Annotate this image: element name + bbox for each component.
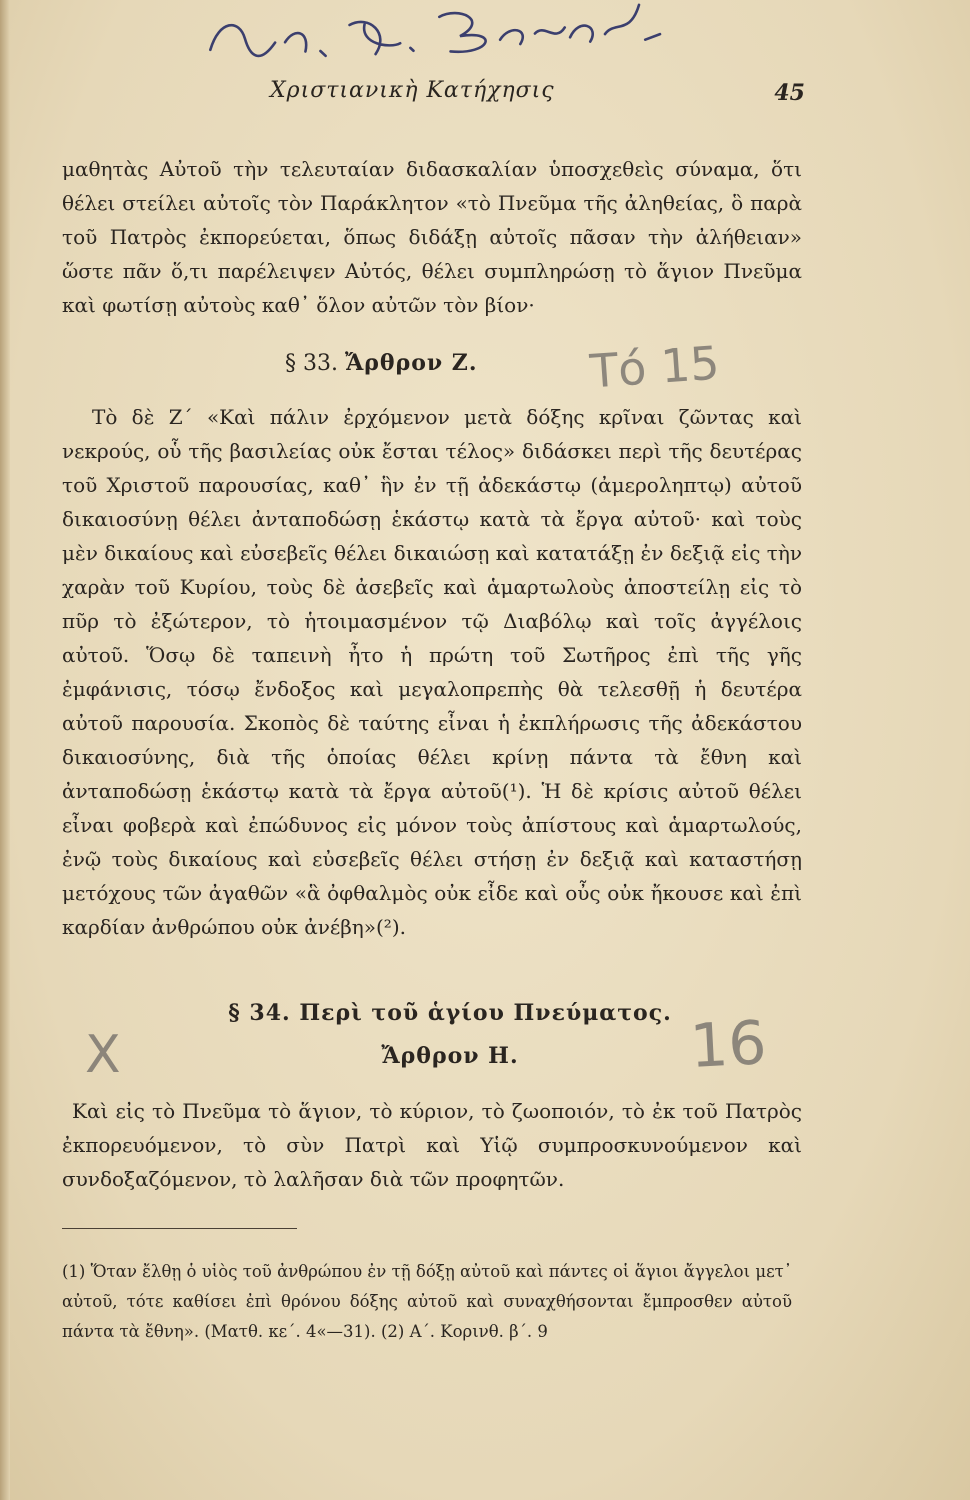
paragraph-article-8: Καὶ εἰς τὸ Πνεῦμα τὸ ἅγιον, τὸ κύριον, τὸ ζωοποιόν, τὸ ἐκ τοῦ Πατρὸς ἐκπορευόμενον, τὸ σὺν Πατρὶ καὶ Υἱῷ συμπροσκυνούμενον καὶ συνδοξαζόμενον, τὸ λαλῆσαν διὰ τῶν προφητῶν. bbox=[62, 1099, 802, 1191]
footnote-divider bbox=[62, 1228, 297, 1229]
running-head: Χριστιανικὴ Κατήχησις bbox=[270, 78, 555, 103]
page-number: 45 bbox=[774, 80, 805, 106]
pencil-annotation-2: X bbox=[85, 1025, 121, 1085]
paragraph-continuation: μαθητὰς Αὐτοῦ τὴν τελευταίαν διδασκαλίαν ὑποσχεθεὶς σύναμα, ὅτι θέλει στείλει αὐτοῖς τὸν Παράκλητον «τὸ Πνεῦμα τῆς ἀληθείας, ὃ παρὰ τοῦ Πατρὸς ἐκπορεύεται, ὅπως διδάξῃ αὐτοῖς πᾶσαν τὴν ἀλήθειαν» ὥστε πᾶν ὅ,τι παρέλειψεν Αὐτός, θέλει συμπληρώσῃ τὸ ἅγιον Πνεῦμα καὶ φωτίσῃ αὐτοὺς καθ᾽ ὅλον αὐτῶν τὸν βίον· bbox=[62, 157, 802, 317]
section-34-number: § 34. bbox=[228, 1000, 291, 1026]
section-34-title: Περὶ τοῦ ἁγίου Πνεύματος. bbox=[299, 1000, 672, 1026]
page-binding-edge bbox=[0, 0, 10, 1500]
pencil-annotation-1: Τό 15 bbox=[588, 335, 722, 399]
footnote: (1) Ὅταν ἔλθῃ ὁ υἱὸς τοῦ ἀνθρώπου ἐν τῇ δόξῃ αὐτοῦ καὶ πάντες οἱ ἅγιοι ἄγγελοι μετ᾽ αὐτοῦ, τότε καθίσει ἐπὶ θρόνου δόξης αὐτοῦ καὶ συναχθήσονται ἔμπροσθεν αὐτοῦ πάντα τὰ ἔθνη». (Ματθ. κε΄. 4«—31). (2) Α΄. Κορινθ. β΄. 9 bbox=[62, 1262, 792, 1341]
pencil-annotation-3: 16 bbox=[688, 1008, 769, 1082]
article-8-heading: Ἄρθρον Η. bbox=[381, 1043, 519, 1069]
section-34-heading bbox=[170, 1000, 730, 1026]
signature-stroke bbox=[199, 0, 671, 80]
section-33-number: § 33. bbox=[285, 351, 338, 376]
section-33-title: Ἄρθρον Ζ. bbox=[344, 350, 478, 376]
section-33-heading bbox=[285, 350, 585, 376]
handwritten-signature bbox=[199, 0, 671, 80]
paragraph-article-7: Τὸ δὲ Ζ΄ «Καὶ πάλιν ἐρχόμενον μετὰ δόξης κρῖναι ζῶντας καὶ νεκρούς, οὗ τῆς βασιλείας οὐκ ἔσται τέλος» διδάσκει περὶ τῆς δευτέρας τοῦ Χριστοῦ παρουσίας, καθ᾽ ἣν ἐν τῇ ἀδεκάστῳ (ἀμεροληπτῳ) αὐτοῦ δικαιοσύνῃ θέλει ἀνταποδώσῃ ἑκάστῳ κατὰ τὰ ἔργα αὐτοῦ· καὶ τοὺς μὲν δικαίους καὶ εὐσεβεῖς θέλει δικαιώσῃ καὶ κατατάξῃ ἐν δεξιᾷ εἰς τὴν χαρὰν τοῦ Κυρίου, τοὺς δὲ ἀσεβεῖς καὶ ἁμαρτωλοὺς ἀποστείλῃ εἰς τὸ πῦρ τὸ ἐξώτερον, τὸ ἡτοιμασμένον τῷ Διαβόλῳ καὶ τοῖς ἀγγέλοις αὐτοῦ. Ὅσῳ δὲ ταπεινὴ ἦτο ἡ πρώτη τοῦ Σωτῆρος ἐπὶ τῆς γῆς ἐμφάνισις, τόσῳ ἔνδοξος καὶ μεγαλοπρεπὴς θὰ τελεσθῇ ἡ δευτέρα αὐτοῦ παρουσία. Σκοπὸς δὲ ταύτης εἶναι ἡ ἐκπλήρωσις τῆς ἀδεκάστου δικαιοσύνης, διὰ τῆς ὁποίας θέλει κρίνῃ πάντα τὰ ἔθνη καὶ ἀνταποδώσῃ ἑκάστῳ κατὰ τὰ ἔργα αὐτοῦ(¹). Ἡ δὲ κρίσις αὐτοῦ θέλει εἶναι φοβερὰ καὶ ἐπώδυνος εἰς μόνον τοὺς ἀπίστους καὶ ἁμαρτωλούς, ἐνῷ τοὺς δικαίους καὶ εὐσεβεῖς θέλει στήσῃ ἐν δεξιᾷ καὶ καταστήσῃ μετόχους τῶν ἀγαθῶν «ἃ ὀφθαλμὸς οὐκ εἶδε καὶ οὖς οὐκ ἤκουσε καὶ ἐπὶ καρδίαν ἀνθρώπου οὐκ ἀνέβη»(²). bbox=[62, 405, 802, 939]
